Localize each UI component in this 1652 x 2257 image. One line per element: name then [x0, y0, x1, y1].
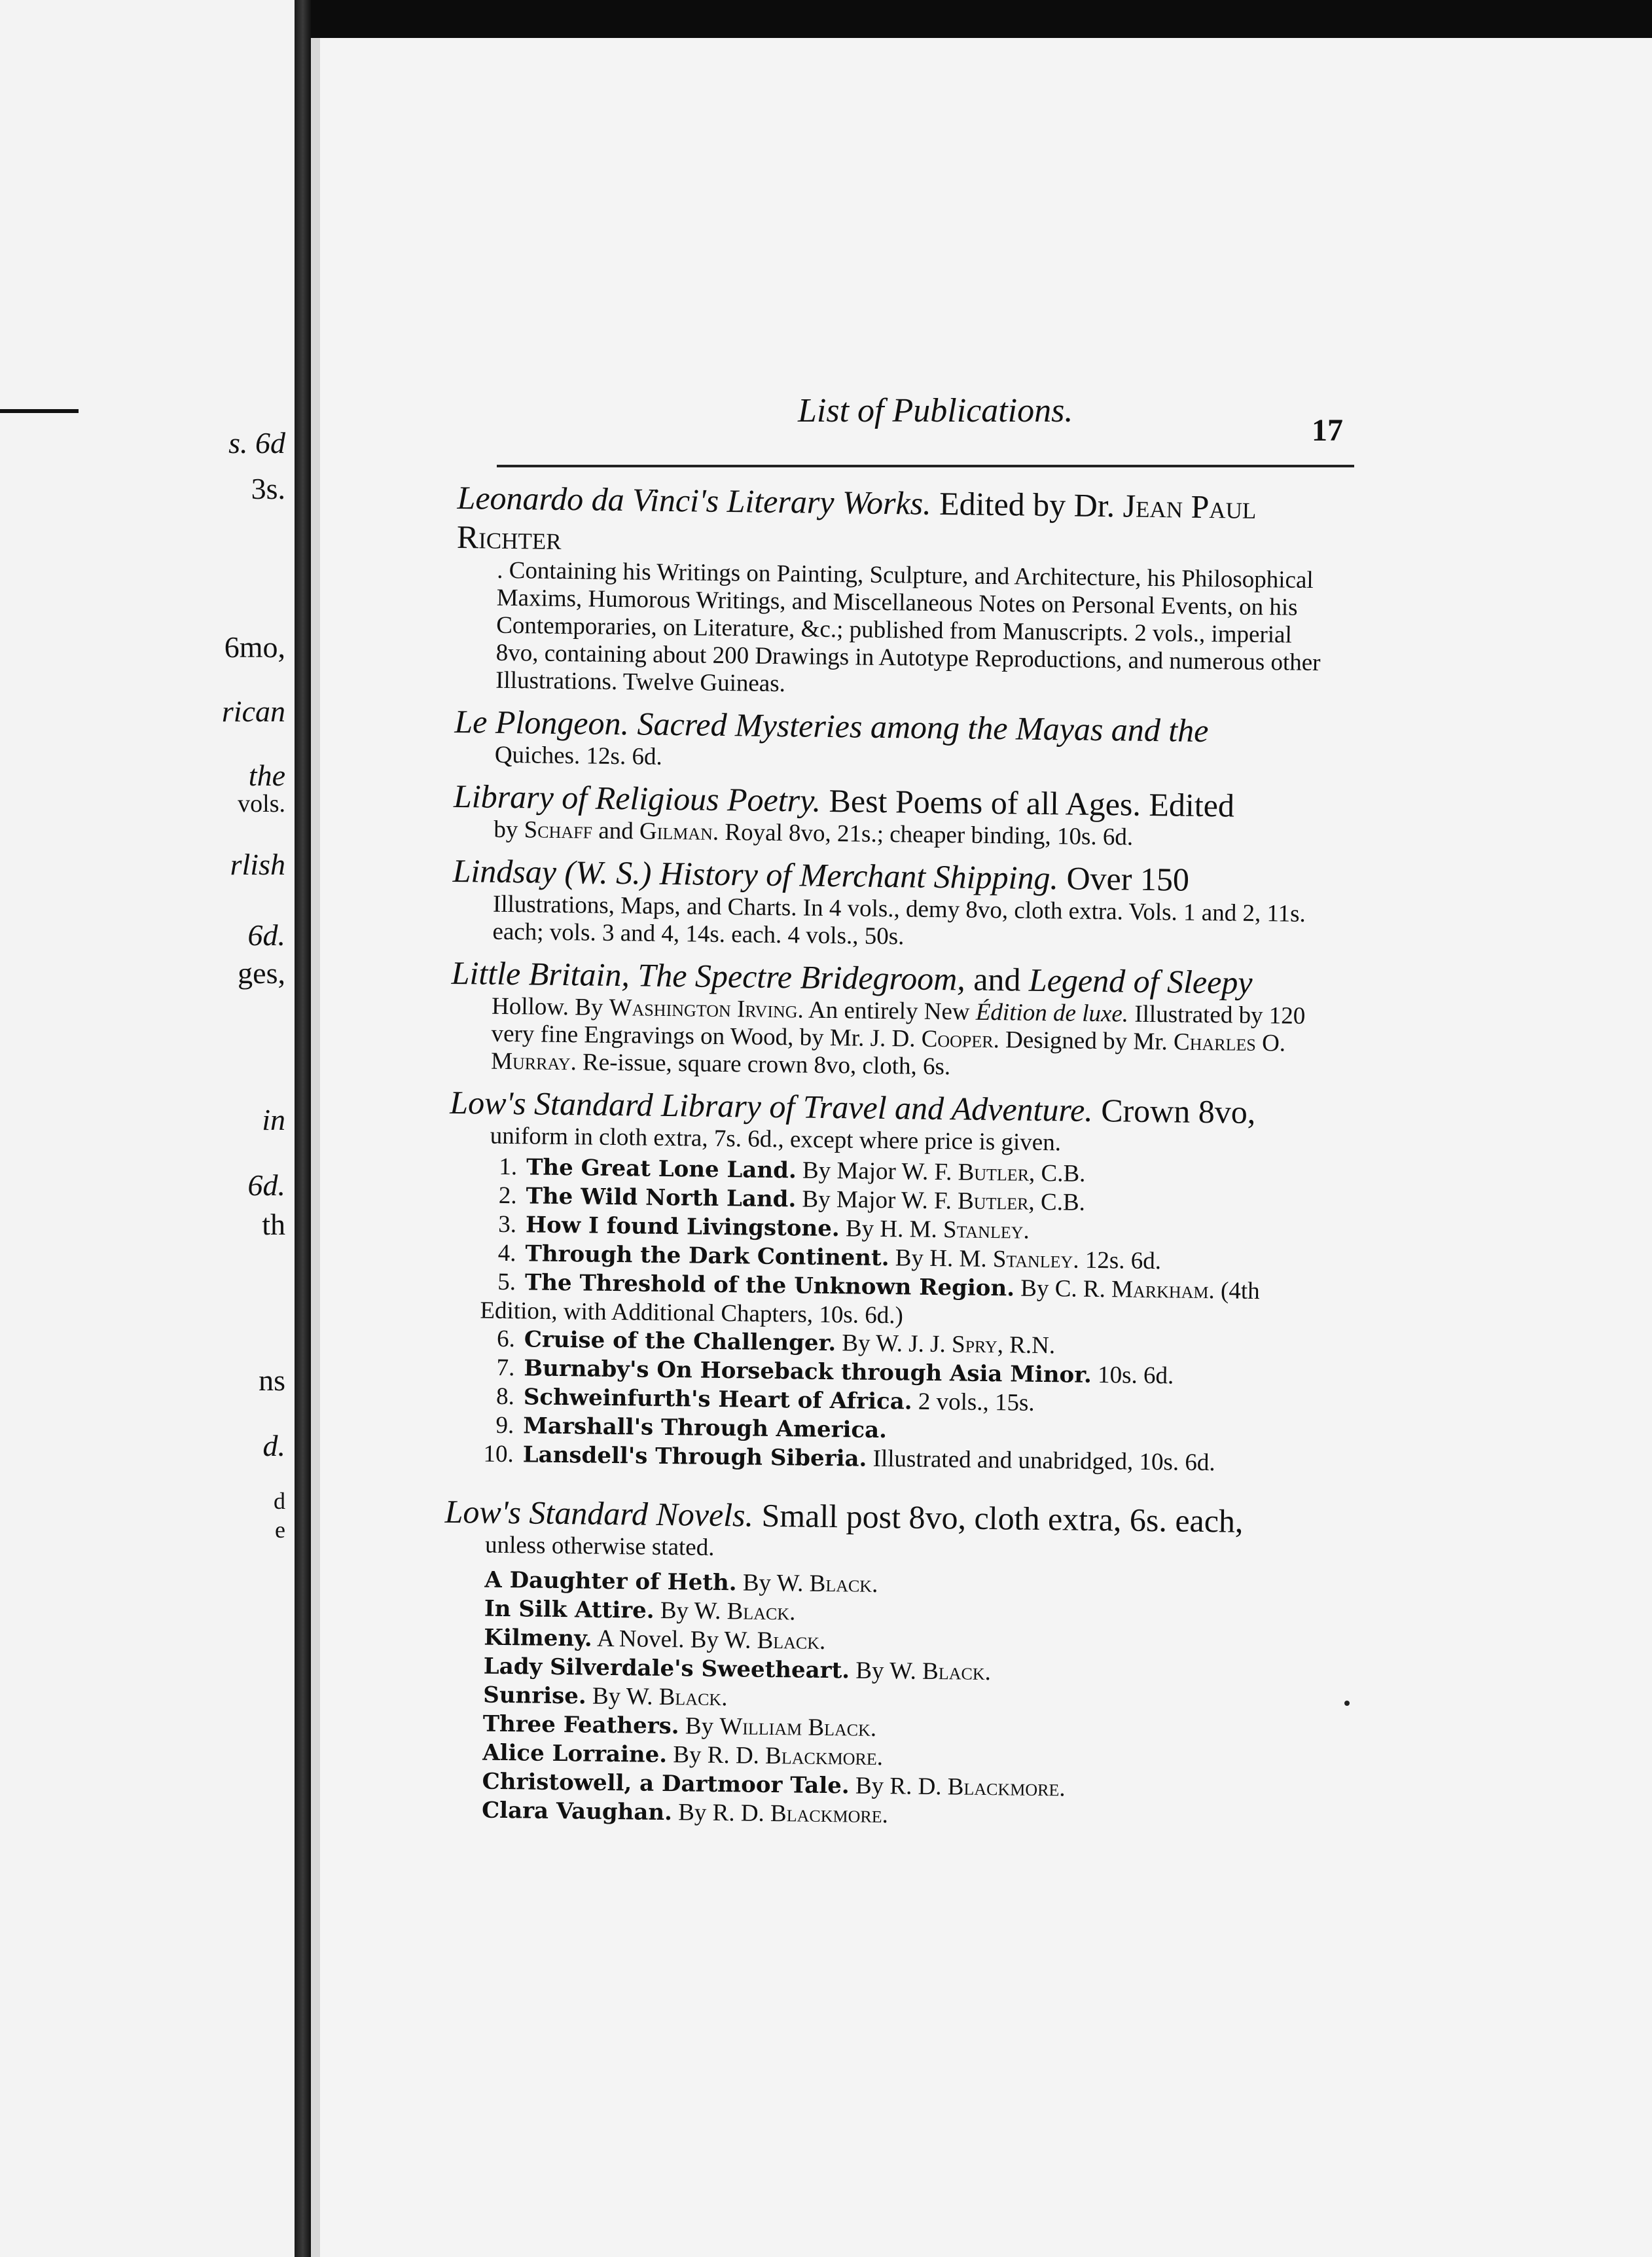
- travel-series-list: [446, 1152, 1320, 1479]
- list-item: 8. Schweinfurth's Heart of Africa. 2 vols., 15s.: [495, 1382, 1035, 1417]
- facing-page-text: th: [262, 1208, 285, 1241]
- entry-heading-text: Best Poems of all Ages. Edited: [820, 782, 1235, 824]
- list-item: Three Feathers. By William Black.: [482, 1710, 877, 1742]
- publication-list: [441, 478, 1328, 1843]
- entry-merchant-shipping: [452, 851, 1323, 956]
- facing-page-fragment: [0, 0, 295, 2257]
- entry-author: Jean Paul Richter: [456, 487, 1257, 556]
- entry-author: Cooper: [921, 1025, 994, 1054]
- entry-description: Illustrations, Maps, and Charts. In 4 vols., demy 8vo, cloth extra. Vols. 1 and 2, 11s. each; vols. 3 and 4, 14s. each. 4 vols., 50s.: [492, 890, 1306, 950]
- entry-heading-text: Small post 8vo, cloth extra, 6s. each,: [753, 1496, 1244, 1540]
- facing-page-text: the: [248, 759, 285, 792]
- list-item: Christowell, a Dartmoor Tale. By R. D. Blackmore.: [482, 1768, 1066, 1802]
- list-item: In Silk Attire. By W. Black.: [484, 1595, 796, 1626]
- list-item: Sunrise. By W. Black.: [483, 1682, 728, 1712]
- entry-heading-text: Over 150: [1058, 859, 1190, 898]
- facing-page-text: s. 6d: [228, 426, 285, 460]
- entry-description: Hollow. By: [491, 992, 609, 1021]
- entry-title: Library of Religious Poetry.: [453, 777, 821, 819]
- facing-page-text: ns: [259, 1363, 285, 1397]
- list-item: 1. The Great Lone Land. By Major W. F. Butler, C.B.: [499, 1153, 1086, 1187]
- list-item: Clara Vaughan. By R. D. Blackmore.: [481, 1797, 889, 1829]
- entry-title: Le Plongeon. Sacred Mysteries among the Mayas and the: [454, 702, 1209, 749]
- facing-page-text: e: [275, 1517, 285, 1543]
- facing-page-text: 3s.: [251, 472, 285, 505]
- list-item: A Daughter of Heth. By W. Black.: [484, 1566, 878, 1598]
- list-item: Kilmeny. A Novel. By W. Black.: [484, 1624, 826, 1655]
- facing-page-text: 6d.: [247, 1168, 285, 1202]
- entry-title: Leonardo da Vinci's Literary Works.: [457, 478, 932, 522]
- entry-description: uniform in cloth extra, 7s. 6d., except where price is given.: [490, 1122, 1062, 1157]
- entry-description: and: [592, 817, 640, 845]
- novels-list: [441, 1565, 1315, 1835]
- entry-description: . Containing his Writings on Painting, Sculpture, and Architecture, his Philosophical Maxims, Humorous Writings, and Miscellaneous Notes on Personal Events, on his Contemporaries, on Literature, &c.; published from Manuscripts. 2 vols., imperial 8vo, containing about 200 Drawings in Autotype Reproductions, and numerous other Illustrations. Twelve Guineas.: [495, 556, 1321, 698]
- facing-page-text: d.: [262, 1429, 285, 1462]
- book-gutter: [295, 0, 311, 2257]
- entry-travel-library: [446, 1083, 1321, 1479]
- entry-le-plongeon: [454, 702, 1325, 779]
- entry-edition: Édition de luxe.: [975, 998, 1129, 1028]
- list-item: 4. Through the Dark Continent. By H. M. Stanley. 12s. 6d.: [497, 1239, 1162, 1275]
- entry-description: . Designed by Mr.: [993, 1026, 1174, 1056]
- entry-religious-poetry: [453, 776, 1324, 854]
- entry-author: Charles O. Murray: [490, 1028, 1286, 1076]
- facing-page-rule: [0, 409, 79, 413]
- facing-page-text: vols.: [238, 790, 285, 818]
- facing-page-text: 6mo,: [224, 630, 285, 664]
- list-item: 9. Marshall's Through America.: [495, 1411, 888, 1444]
- list-item: 10. Lansdell's Through Siberia. Illustrated and unabridged, 10s. 6d.: [483, 1440, 1215, 1477]
- entry-heading-text: and: [965, 960, 1030, 998]
- page-number: 17: [1312, 413, 1343, 448]
- entry-standard-novels: [441, 1492, 1316, 1835]
- running-head: List of Publications.: [798, 392, 1073, 429]
- list-item: 7. Burnaby's On Horseback through Asia Minor. 10s. 6d.: [496, 1354, 1174, 1390]
- list-item: 2. The Wild North Land. By Major W. F. Butler, C.B.: [498, 1182, 1086, 1216]
- entry-description: . An entirely New: [797, 996, 977, 1026]
- entry-description: Quiches. 12s. 6d.: [494, 741, 662, 770]
- facing-page-text: rlish: [230, 848, 285, 881]
- list-item: 3. How I found Livingstone. By H. M. Stanley.: [498, 1210, 1030, 1244]
- facing-page-text: ges,: [238, 956, 285, 990]
- facing-page-text: d: [274, 1488, 285, 1514]
- entry-title: Low's Standard Novels.: [444, 1492, 754, 1534]
- entry-heading-text: Crown 8vo,: [1092, 1091, 1256, 1130]
- entry-title: Little Britain, The Spectre Bridegroom,: [451, 954, 966, 998]
- catalogue-page: [311, 38, 1652, 2257]
- facing-page-text: rican: [221, 695, 285, 728]
- entry-title: Low's Standard Library of Travel and Adventure.: [450, 1083, 1094, 1128]
- entry-leonardo: [455, 478, 1328, 704]
- entry-description: by: [494, 816, 524, 844]
- header-rule: [497, 465, 1354, 467]
- facing-page-text: in: [262, 1103, 285, 1136]
- entry-heading-text: Edited by Dr.: [931, 484, 1124, 524]
- entry-author: Schaff: [524, 816, 593, 844]
- list-item: Alice Lorraine. By R. D. Blackmore.: [482, 1739, 884, 1771]
- entry-author: Gilman: [639, 818, 713, 846]
- ink-spot: [1344, 1701, 1350, 1706]
- entry-title: Lindsay (W. S.) History of Merchant Shipping.: [452, 852, 1059, 897]
- entry-description: unless otherwise stated.: [484, 1531, 715, 1561]
- entry-description: . Re-issue, square crown 8vo, cloth, 6s.: [570, 1049, 951, 1081]
- entry-little-britain: [450, 953, 1322, 1085]
- entry-description: Illustrated by 120 very fine Engravings on Wood, by Mr. J. D.: [491, 1000, 1306, 1053]
- entry-title: Legend of Sleepy: [1028, 961, 1253, 1001]
- list-item: Lady Silverdale's Sweetheart. By W. Black.: [483, 1653, 992, 1686]
- entry-description: . Royal 8vo, 21s.; cheaper binding, 10s. 6d.: [712, 818, 1134, 851]
- facing-page-text: 6d.: [247, 918, 285, 952]
- list-item: 5. The Threshold of the Unknown Region. By C. R. Markham. (4th Edition, with Additional Chapters, 10s. 6d.): [480, 1268, 1260, 1329]
- entry-author: Washington Irving: [609, 994, 798, 1024]
- list-item: 6. Cruise of the Challenger. By W. J. J. Spry, R.N.: [496, 1325, 1056, 1360]
